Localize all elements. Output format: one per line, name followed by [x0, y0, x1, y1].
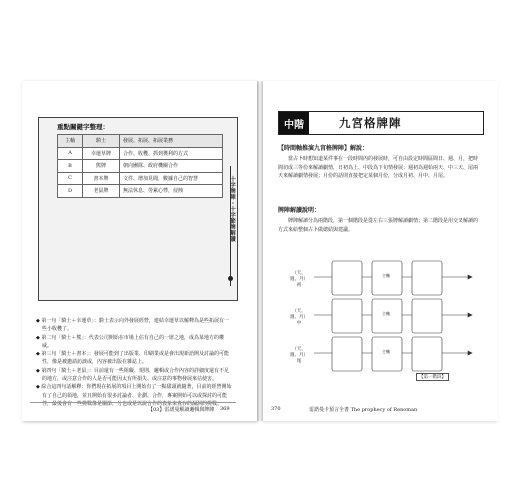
- section-paragraph: [278, 155, 482, 181]
- chapter-label: 【03】雷諾曼解讀邏輯與牌陣: [148, 407, 215, 413]
- table-row: [58, 147, 223, 160]
- table-cell: 騎士: [83, 135, 120, 148]
- spread-caption: 【第一階段】: [416, 373, 449, 381]
- card-slot: [332, 337, 362, 371]
- book-title: 雷諾曼卡預言全書 The prophecy of Renoman: [309, 407, 418, 413]
- keyword-box: [38, 117, 238, 301]
- bullet-item: ◆ 第一句「騎士＋幸運草」：騎士表示向外發展經營，連結幸運草以解釋為是些拓展有一些小收穫了。: [36, 318, 229, 333]
- table-cell: 無法休息、勞累心悸，侵蝕: [120, 185, 223, 198]
- left-page-footer: [30, 402, 236, 413]
- table-cell: D: [58, 185, 83, 198]
- keyword-box-title: 重點關鍵字整理：: [57, 123, 109, 131]
- table-cell: 幸運草牌: [83, 147, 120, 160]
- section-paragraph: [278, 217, 482, 234]
- page-number: 370: [271, 406, 281, 412]
- bullet-item: ◆ 綜合這四句話解釋：你們現在拓展的項目上開始有了一點甜頭就隨著，目前的經營開始有了自己的領地，並且開始有很多討論者、企劃、合作，專案開始可以或探討的可能性，最後會有一些挑戰像是關節，分也或是以說合作的表象來真存的漏洞的挑戰。: [36, 384, 232, 407]
- right-page: [263, 81, 498, 421]
- arrow-head: [468, 351, 472, 355]
- card-slot: [332, 261, 362, 295]
- side-tab: 十字牌陣・十字節牌解讀: [229, 176, 235, 242]
- section-header: [278, 111, 484, 135]
- page-number: 369: [220, 406, 230, 412]
- bullet-item: ◆ 第四句「騎士＋老鼠」：目前還有一些阻礙、規則、邏輯或合作內容的詳細度還有不足的地方，或注意合作的人是否可能因太有所損失、或注意的事物發展來估使害。: [36, 367, 229, 383]
- table-row: [58, 172, 223, 185]
- keyword-table: [57, 134, 223, 198]
- bullet-item: ◆ 第二句「騎士＋熊」：代表公司開始在市場上佔有自己的一席之地，成為某地方的權威。: [36, 334, 224, 349]
- side-tab-dot: [228, 276, 233, 281]
- table-cell: 老鼠牌: [83, 185, 120, 198]
- table-header-row: [58, 135, 223, 148]
- center-card-label: 主軸: [382, 273, 390, 278]
- nine-grid-spread: [288, 257, 478, 387]
- center-card-label: 主軸: [382, 349, 390, 354]
- left-page: [22, 81, 257, 421]
- card-slot: [412, 261, 442, 295]
- section-title: 【時間軸推演九宮格牌陣】解說：: [278, 145, 369, 152]
- row-label: （天、週、月） 尾: [290, 347, 308, 364]
- paragraph-text: 牌陣解讀分為兩階段，第一個階段是從左右三張牌解讀劇情；第二階段是用交叉解讀的方式來給整個占卜做總結與建議。: [278, 218, 479, 233]
- table-cell: 文件、增加見聞，數據自己的智慧: [120, 172, 223, 185]
- row-label: （天、週、月） 初: [290, 271, 308, 288]
- table-row: [58, 160, 223, 173]
- interpretation-bullets: [36, 317, 232, 408]
- page-title: 九宮格牌陣: [339, 116, 402, 130]
- right-page-footer: [269, 403, 479, 413]
- table-cell: 合作、收穫、抓到獲利的方式: [120, 147, 223, 160]
- bullet-item: ◆ 第三句「騎士＋書本」：發展可能到了出版業、印刷業或是會出現新語開及討論的可能性，像是被邀請訪談或，內容被出版在雜誌上。: [36, 351, 229, 366]
- card-slot: [332, 299, 362, 333]
- level-badge: 中階: [279, 112, 309, 134]
- table-cell: 書本牌: [83, 172, 120, 185]
- row-label: （天、週、月） 中: [290, 309, 308, 326]
- card-slot: [412, 299, 442, 333]
- table-cell: 朝向團隊、政府機關合作: [120, 160, 223, 173]
- section-title: 牌陣解讀說明：: [278, 207, 321, 214]
- table-cell: C: [58, 172, 83, 185]
- table-row: [58, 185, 223, 198]
- arrow-head: [468, 313, 472, 317]
- table-cell: A: [58, 147, 83, 160]
- table-cell: 熊牌: [83, 160, 120, 173]
- paragraph-text: 當占卜時想知道某件事在一段時間內的發展時，可自由設定時間區間日、週、月，把時間切成三等份來解讀劇情，日初為上、中段為下旬情發展；週初為週始兩天、中三天、尾兩天來解讀劇情發展；月份的話則直接把定某個月份，分成月初、月中、月尾。: [278, 156, 479, 179]
- center-card-label: 主軸: [382, 311, 390, 316]
- table-cell: B: [58, 160, 83, 173]
- arrow-head: [468, 275, 472, 279]
- card-slot: [412, 337, 442, 371]
- table-cell: 主軸: [58, 135, 83, 148]
- table-cell: 發展、拓展、拓展業務: [120, 135, 223, 148]
